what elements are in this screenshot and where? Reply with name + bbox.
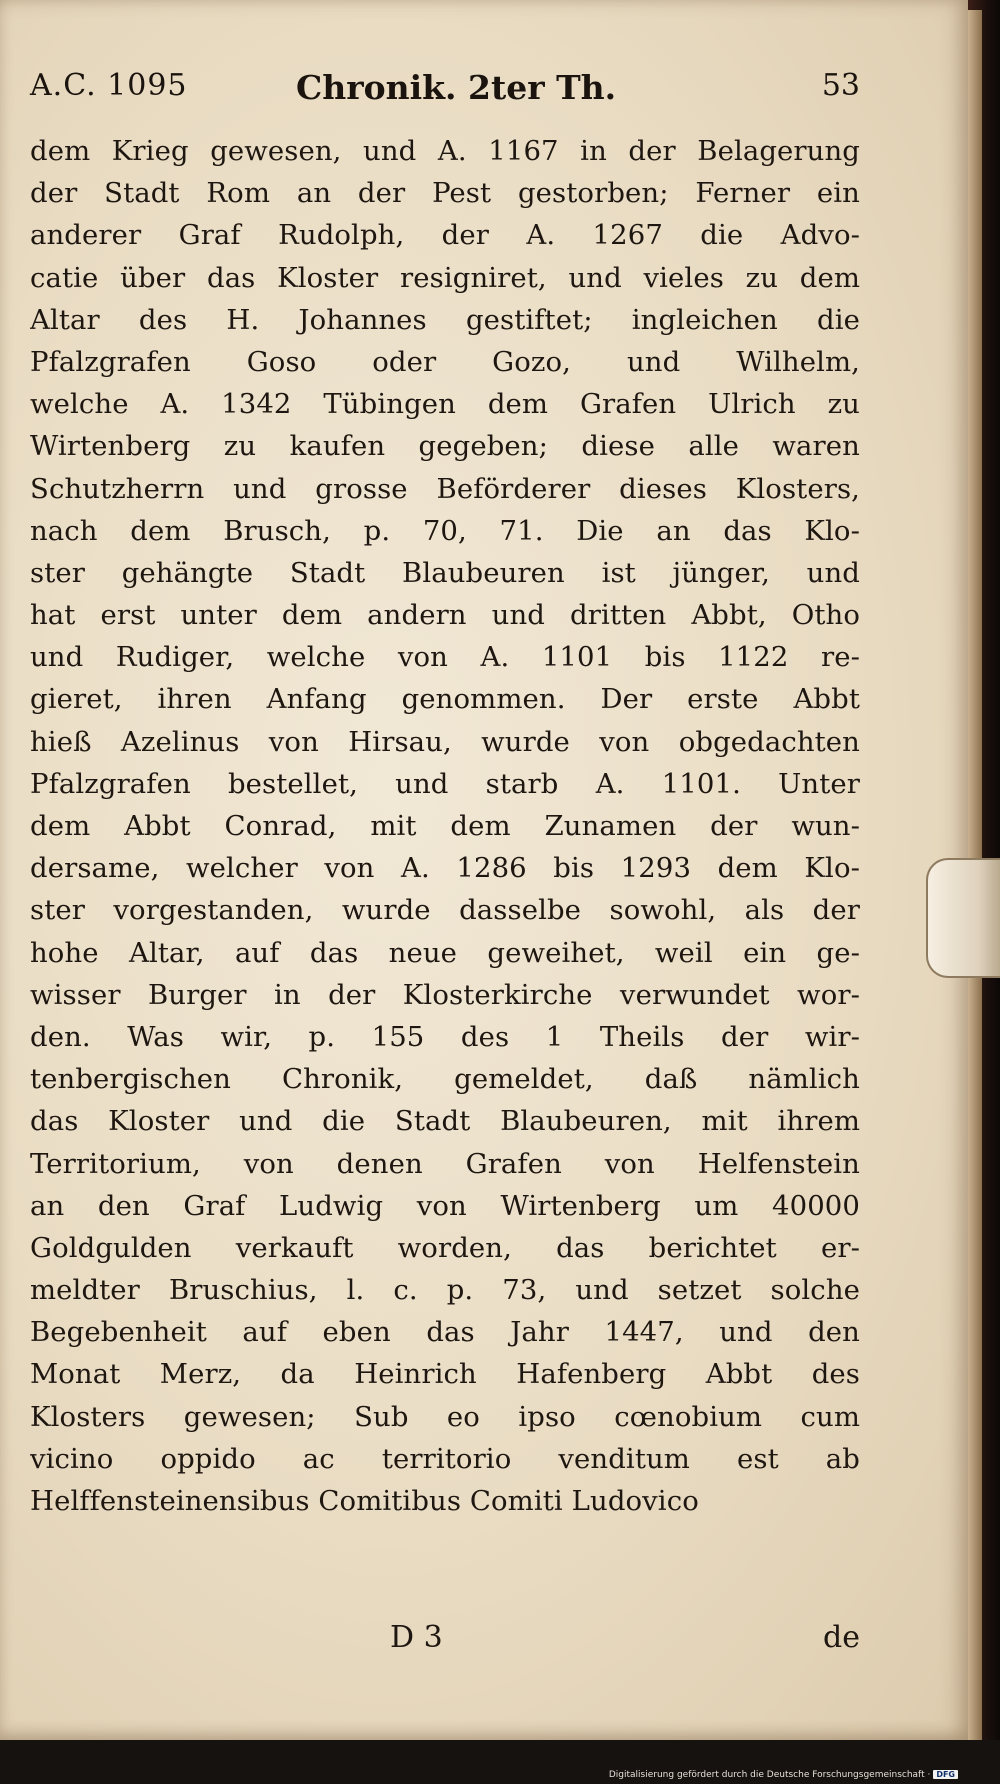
text-line: Goldgulden verkauft worden, das berichtet er- (30, 1231, 860, 1264)
text-line: und Rudiger, welche von A. 1101 bis 1122 re- (30, 641, 860, 674)
text-line: hat erst unter dem andern und dritten Abbt, Otho (30, 599, 860, 632)
dfg-logo: DFG (933, 1770, 958, 1779)
page-number: 53 (821, 68, 860, 103)
text-line: dersame, welcher von A. 1286 bis 1293 dem Klo- (30, 852, 860, 885)
text-line: Monat Merz, da Heinrich Hafenberg Abbt des (30, 1358, 860, 1391)
text-line: Schutzherrn und grosse Beförderer dieses Klosters, (30, 472, 860, 505)
text-line: hohe Altar, auf das neue geweihet, weil ein ge- (30, 936, 860, 969)
scan-footer-bar (0, 1740, 1000, 1784)
text-line: Pfalzgrafen bestellet, und starb A. 1101. Unter (30, 767, 860, 800)
page-clip-tab (926, 858, 1000, 978)
text-line: das Kloster und die Stadt Blaubeuren, mit ihrem (30, 1105, 860, 1138)
text-line: Wirtenberg zu kaufen gegeben; diese alle waren (30, 430, 860, 463)
header-title: Chronik. 2ter Th. (296, 68, 617, 107)
credit-text: Digitalisierung gefördert durch die Deutsche Forschungsgemeinschaft · (608, 1770, 931, 1780)
running-header (30, 68, 860, 118)
text-line: gieret, ihren Anfang genommen. Der erste Abbt (30, 683, 860, 716)
text-line: nach dem Brusch, p. 70, 71. Die an das Klo- (30, 514, 860, 547)
text-line: meldter Bruschius, l. c. p. 73, und setzet solche (30, 1274, 860, 1307)
body-text (30, 130, 860, 1522)
text-line: Altar des H. Johannes gestiftet; ingleichen die (30, 303, 860, 336)
text-line: Pfalzgrafen Goso oder Gozo, und Wilhelm, (30, 345, 860, 378)
signature-mark: D 3 (390, 1620, 443, 1655)
digitization-credit (609, 1770, 958, 1780)
text-line: vicino oppido ac territorio venditum est ab (30, 1442, 860, 1475)
catchword: de (823, 1620, 860, 1655)
text-line: den. Was wir, p. 155 des 1 Theils der wir- (30, 1020, 860, 1053)
text-line: ster vorgestanden, wurde dasselbe sowohl, als der (30, 894, 860, 927)
header-year: A.C. 1095 (30, 68, 188, 103)
text-line: wisser Burger in der Klosterkirche verwundet wor- (30, 978, 860, 1011)
page-footer (30, 1620, 860, 1670)
text-line: dem Abbt Conrad, mit dem Zunamen der wun- (30, 810, 860, 842)
text-line: Klosters gewesen; Sub eo ipso cœnobium cum (30, 1400, 860, 1433)
text-line: tenbergischen Chronik, gemeldet, daß nämlich (30, 1063, 860, 1096)
text-line: Territorium, von denen Grafen von Helfenstein (30, 1147, 860, 1180)
text-line: Helffensteinensibus Comitibus Comiti Ludovico (30, 1485, 699, 1517)
text-line: dem Krieg gewesen, und A. 1167 in der Belagerung (30, 135, 860, 167)
text-line: welche A. 1342 Tübingen dem Grafen Ulrich zu (30, 388, 860, 421)
text-line: catie über das Kloster resigniret, und vieles zu dem (30, 261, 860, 294)
text-line: der Stadt Rom an der Pest gestorben; Ferner ein (30, 177, 860, 210)
text-line: ster gehängte Stadt Blaubeuren ist jünger, und (30, 556, 860, 589)
text-line: anderer Graf Rudolph, der A. 1267 die Advo- (30, 219, 860, 252)
text-line: Begebenheit auf eben das Jahr 1447, und den (30, 1316, 860, 1349)
text-line: hieß Azelinus von Hirsau, wurde von obgedachten (30, 725, 860, 758)
text-line: an den Graf Ludwig von Wirtenberg um 40000 (30, 1189, 860, 1222)
